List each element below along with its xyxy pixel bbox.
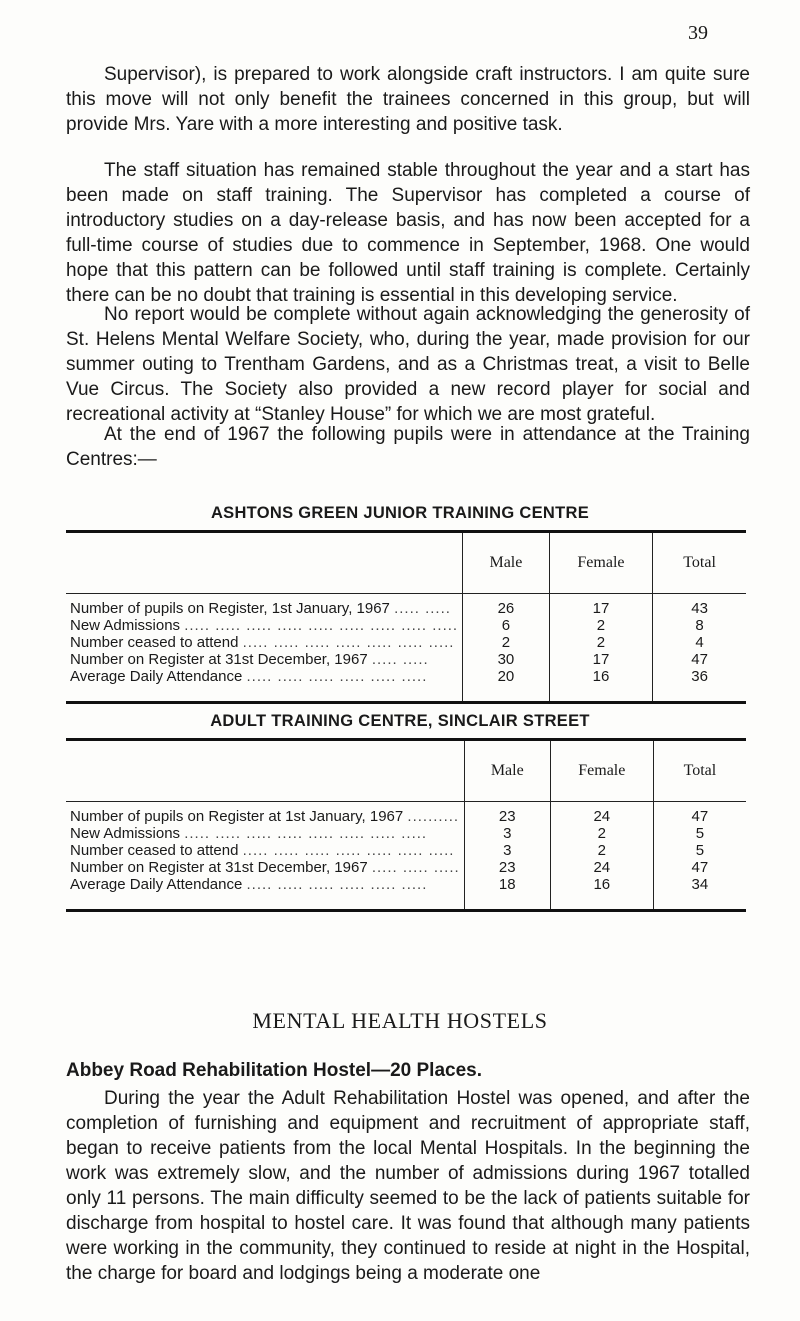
paragraph-continuation: Supervisor), is prepared to work alongside craft instructors. I am quite sure this move will not only benefit the trainees concerned in this group, but will provide Mrs. Yare with a more interesting and positive task. (66, 64, 750, 135)
cell-total: 34 (653, 876, 746, 911)
table-row (66, 668, 746, 703)
table2-title: ADULT TRAINING CENTRE, SINCLAIR STREET (210, 712, 590, 730)
cell-male: 18 (464, 876, 550, 911)
cell-total: 47 (653, 651, 746, 668)
cell-female: 2 (550, 825, 653, 842)
table-row (66, 859, 746, 876)
cell-total: 47 (653, 802, 746, 826)
row-label: Number on Register at 31st December, 1967 ..... ..... ..... (70, 859, 460, 876)
table-row (66, 617, 746, 634)
header-female: Female (549, 532, 652, 594)
cell-male: 6 (463, 617, 550, 634)
cell-female: 17 (549, 651, 652, 668)
cell-female: 16 (550, 876, 653, 911)
cell-total: 43 (653, 594, 746, 618)
table-header-row (66, 532, 746, 594)
cell-male: 26 (463, 594, 550, 618)
cell-male: 3 (464, 825, 550, 842)
header-label (66, 740, 464, 802)
table-header-row (66, 740, 746, 802)
cell-female: 24 (550, 802, 653, 826)
row-label: New Admissions ..... ..... ..... ..... ..... ..... ..... ..... ..... (70, 617, 459, 634)
header-male: Male (464, 740, 550, 802)
header-male: Male (463, 532, 550, 594)
row-label: Average Daily Attendance ..... ..... ..... ..... ..... ..... (70, 876, 428, 893)
cell-total: 36 (653, 668, 746, 703)
cell-female: 24 (550, 859, 653, 876)
cell-male: 2 (463, 634, 550, 651)
page-number: 39 (688, 22, 708, 44)
table-row (66, 842, 746, 859)
row-label: Number on Register at 31st December, 1967 ..... ..... (70, 651, 429, 668)
cell-total: 8 (653, 617, 746, 634)
cell-total: 5 (653, 825, 746, 842)
row-label: Average Daily Attendance ..... ..... ..... ..... ..... ..... (70, 668, 428, 685)
cell-female: 2 (550, 842, 653, 859)
row-label: Number of pupils on Register at 1st January, 1967 .......... (70, 808, 460, 825)
row-label: Number ceased to attend ..... ..... ..... ..... ..... ..... ..... (70, 634, 455, 651)
header-label (66, 532, 463, 594)
cell-male: 20 (463, 668, 550, 703)
table1-title: ASHTONS GREEN JUNIOR TRAINING CENTRE (210, 504, 590, 522)
cell-male: 23 (464, 859, 550, 876)
sinclair-street-table (66, 738, 746, 912)
cell-male: 30 (463, 651, 550, 668)
cell-female: 16 (549, 668, 652, 703)
cell-total: 5 (653, 842, 746, 859)
cell-female: 2 (549, 634, 652, 651)
header-total: Total (653, 532, 746, 594)
row-label: New Admissions ..... ..... ..... ..... ..... ..... ..... ..... (70, 825, 428, 842)
header-total: Total (653, 740, 746, 802)
header-female: Female (550, 740, 653, 802)
cell-male: 23 (464, 802, 550, 826)
row-label: Number ceased to attend ..... ..... ..... ..... ..... ..... ..... (70, 842, 455, 859)
cell-female: 17 (549, 594, 652, 618)
paragraph-attendance-intro: At the end of 1967 the following pupils were in attendance at the Training Centres:— (66, 424, 750, 470)
table-row (66, 876, 746, 911)
row-label: Number of pupils on Register, 1st January, 1967 ..... ..... (70, 600, 451, 617)
cell-total: 47 (653, 859, 746, 876)
paragraph-staff-situation: The staff situation has remained stable throughout the year and a start has been made on staff training. The Supervisor has completed a course of introductory studies on a day-release basis, and has now been accepted for a full-time course of studies due to commence in September, 1968. One would hope that this pattern can be followed until staff training is complete. Certainly there can be no doubt that training is essential in this developing service. (66, 160, 750, 306)
table-row (66, 802, 746, 826)
cell-total: 4 (653, 634, 746, 651)
paragraph-welfare-society: No report would be complete without again acknowledging the generosity of St. Helens Mental Welfare Society, who, during the year, made provision for our summer outing to Trentham Gardens, and as a Christmas treat, a visit to Belle Vue Circus. The Society also provided a new record player for social and recreational activity at “Stanley House” for which we are most grateful. (66, 304, 750, 425)
paragraph-hostel: During the year the Adult Rehabilitation Hostel was opened, and after the completion of furnishing and equipment and recruitment of appropriate staff, began to receive patients from the local Mental Hospitals. In the beginning the work was extremely slow, and the number of admissions during 1967 totalled only 11 persons. The main difficulty seemed to be the lack of patients suitable for discharge from hospital to hostel care. It was found that although many patients were working in the community, they continued to reside at night in the Hospital, the charge for board and lodgings being a moderate one (66, 1088, 750, 1284)
table-row (66, 651, 746, 668)
section-title: MENTAL HEALTH HOSTELS (252, 1008, 548, 1033)
cell-male: 3 (464, 842, 550, 859)
cell-female: 2 (549, 617, 652, 634)
hostel-subheading: Abbey Road Rehabilitation Hostel—20 Places. (66, 1060, 482, 1081)
table-row (66, 634, 746, 651)
table-row (66, 594, 746, 618)
ashtons-green-table (66, 530, 746, 704)
table-row (66, 825, 746, 842)
